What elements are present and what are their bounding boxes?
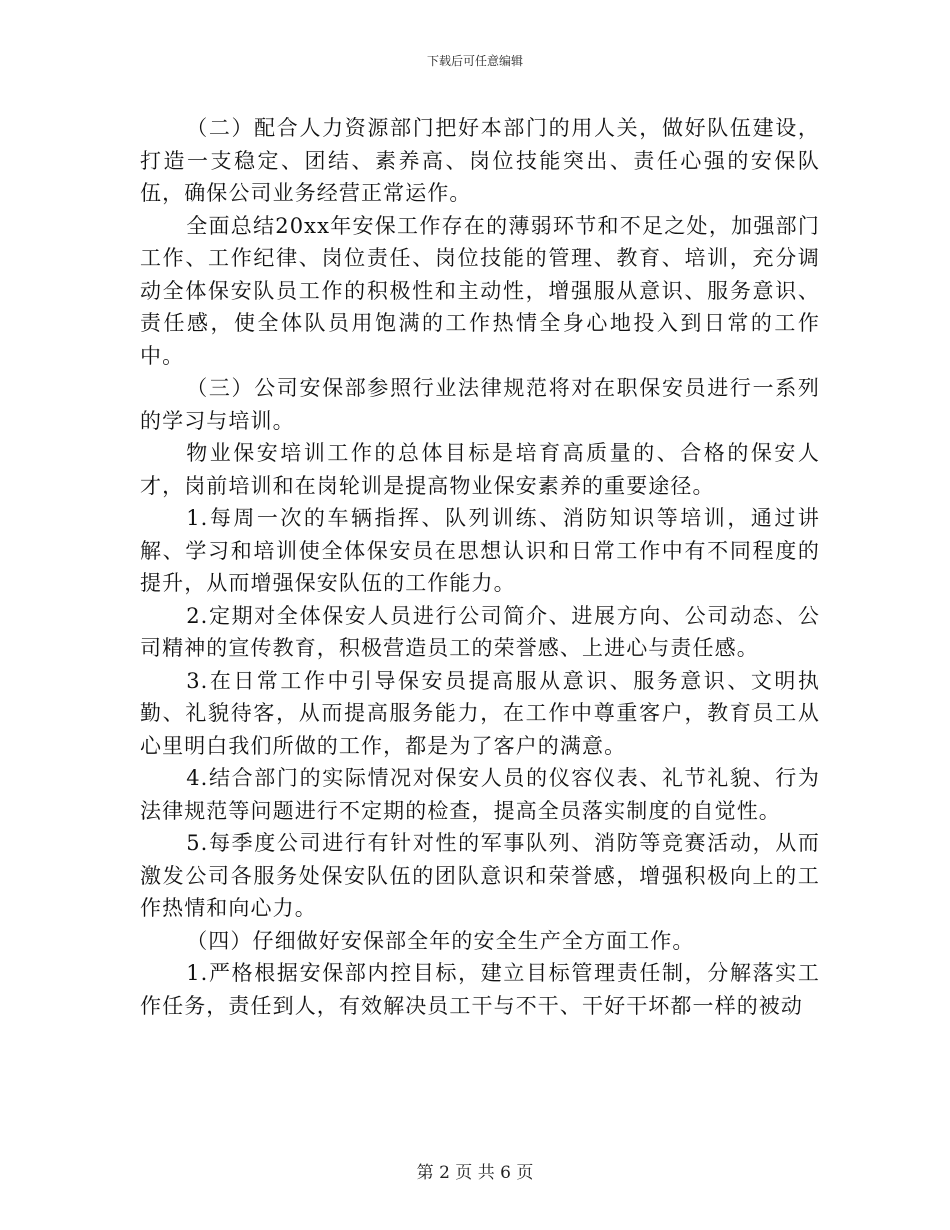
paragraph-item-5: 5.每季度公司进行有针对性的军事队列、消防等竞赛活动，从而激发公司各服务处保安队伍的团队意识和荣誉感，增强积极向上的工作热情和向心力。: [140, 831, 820, 920]
paragraph-item-1: 1.每周一次的车辆指挥、队列训练、消防知识等培训，通过讲解、学习和培训使全体保安员在思想认识和日常工作中有不同程度的提升，从而增强保安队伍的工作能力。: [140, 506, 820, 595]
document-body: [140, 112, 820, 1022]
paragraph-item-4: 4.结合部门的实际情况对保安人员的仪容仪表、礼节礼貌、行为法律规范等问题进行不定期的检查，提高全员落实制度的自觉性。: [140, 766, 820, 823]
paragraph-summary: 全面总结20xx年安保工作存在的薄弱环节和不足之处，加强部门工作、工作纪律、岗位责任、岗位技能的管理、教育、培训，充分调动全体保安队员工作的积极性和主动性，增强服从意识、服务意识、责任感，使全体队员用饱满的工作热情全身心地投入到日常的工作中。: [140, 213, 820, 368]
paragraph-item-2: 2.定期对全体保安人员进行公司简介、进展方向、公司动态、公司精神的宣传教育，积极营造员工的荣誉感、上进心与责任感。: [140, 603, 820, 660]
paragraph-section-2: （二）配合人力资源部门把好本部门的用人关，做好队伍建设，打造一支稳定、团结、素养高、岗位技能突出、责任心强的安保队伍，确保公司业务经营正常运作。: [140, 116, 820, 205]
paragraph-section-4-item-1: 1.严格根据安保部内控目标，建立目标管理责任制，分解落实工作任务，责任到人，有效解决员工干与不干、干好干坏都一样的被动: [140, 961, 820, 1018]
paragraph-section-4: （四）仔细做好安保部全年的安全生产全方面工作。: [186, 928, 695, 953]
paragraph-training-goal: 物业保安培训工作的总体目标是培育高质量的、合格的保安人才，岗前培训和在岗轮训是提高物业保安素养的重要途径。: [140, 441, 820, 498]
paragraph-section-3: （三）公司安保部参照行业法律规范将对在职保安员进行一系列的学习与培训。: [140, 376, 820, 433]
paragraph-item-3: 3.在日常工作中引导保安员提高服从意识、服务意识、文明执勤、礼貌待客，从而提高服务能力，在工作中尊重客户，教育员工从心里明白我们所做的工作，都是为了客户的满意。: [140, 668, 820, 758]
page-header-note: 下载后可任意编辑: [426, 54, 523, 68]
page-number-footer: 第 2 页 共 6 页: [416, 1163, 534, 1183]
